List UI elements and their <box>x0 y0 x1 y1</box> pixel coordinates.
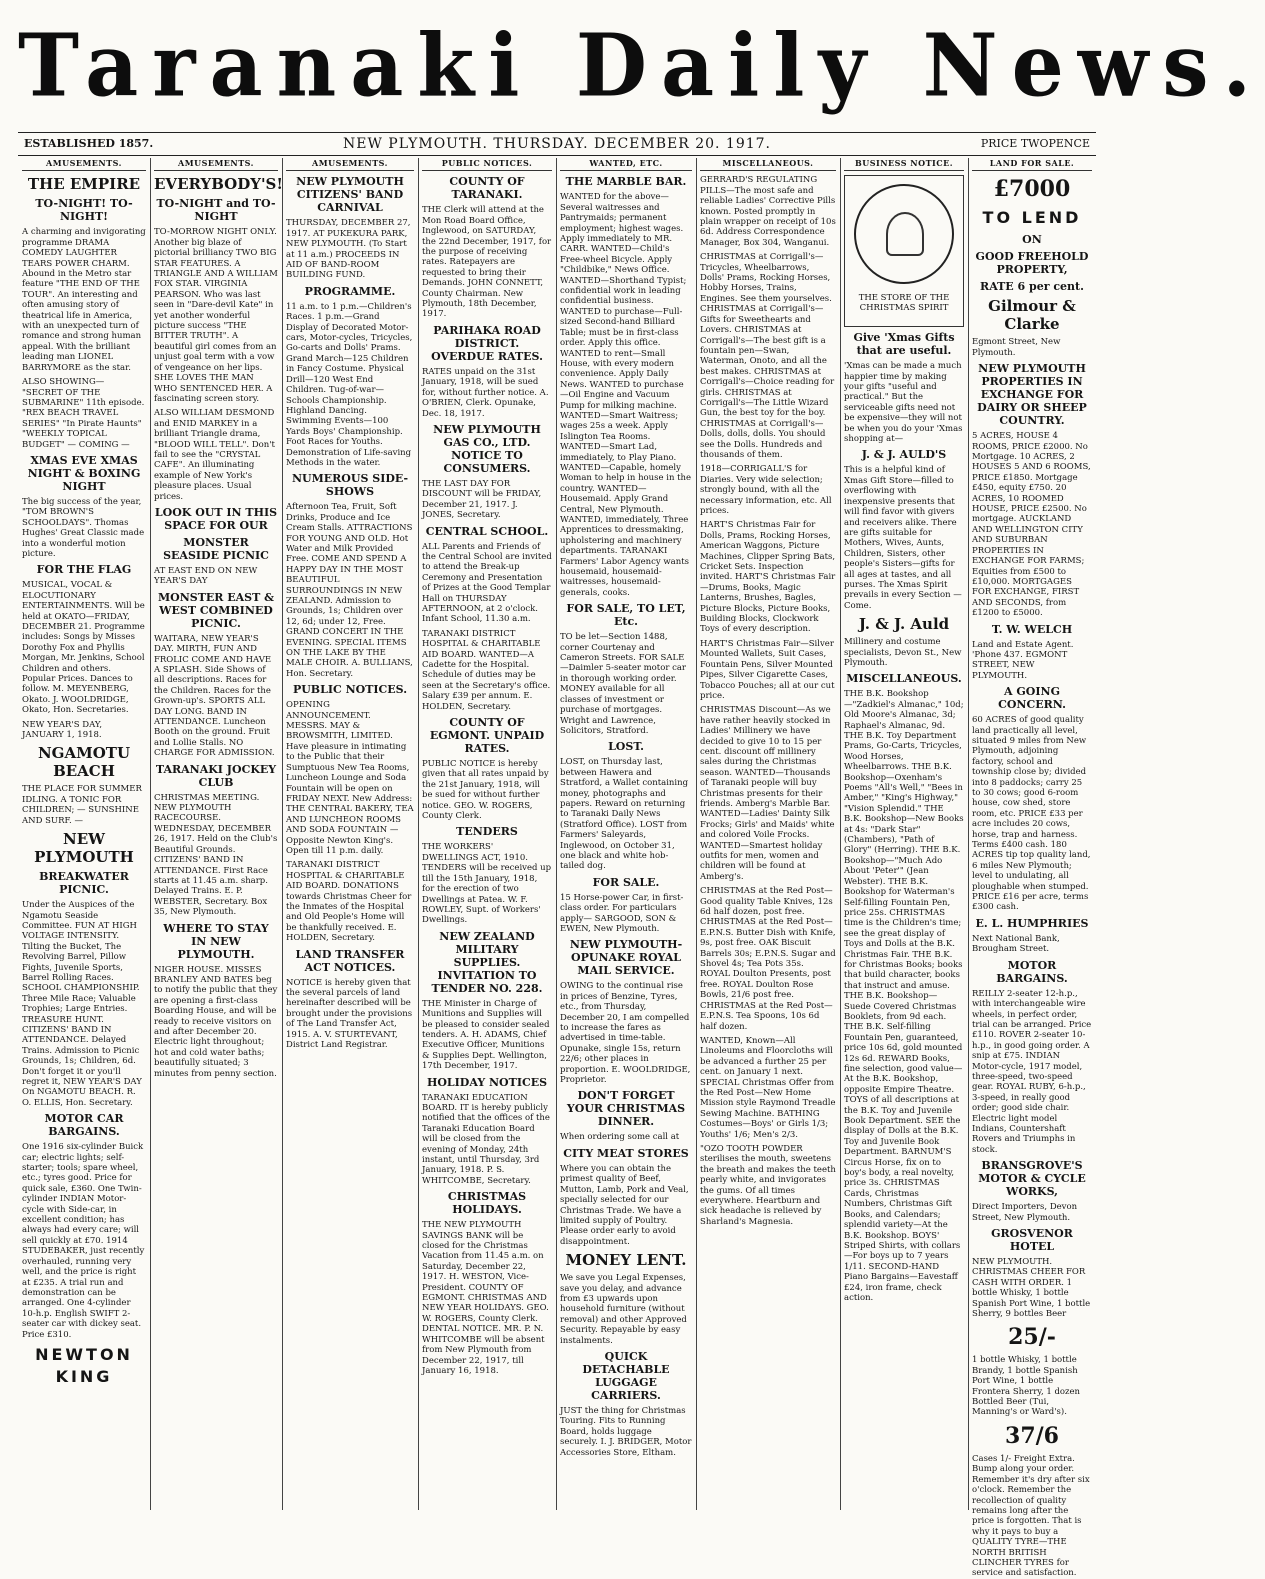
ad-subheading: RATE 6 per cent. <box>980 280 1084 294</box>
notice-text: 5 ACRES, HOUSE 4 ROOMS, PRICE £2000. No Mortgage. 10 ACRES, 2 HOUSES 5 AND 6 ROOMS, PRICE £1850. Mortgage £450, equity £750. 20 ACRES, 10 ROOMED HOUSE, PRICE £2500. No mortgage. AUCKLAND AND WELLINGTON CITY AND SUBURBAN PROPERTIES IN EXCHANGE FOR FARMS; Equities from £500 to £10,000. MORTGAGES FOR EXCHANGE, FIRST AND SECONDS, from £1200 to £5000. <box>972 431 1091 619</box>
ad-subheading: QUICK DETACHABLE LUGGAGE CARRIERS. <box>582 1349 670 1402</box>
ad-headline: J. & J. Auld <box>858 615 950 634</box>
notice-text: CHRISTMAS at Corrigall's—Tricycles, Wheelbarrows, Dolls' Prams, Rocking Horses, Hobby Horses, Trains, Engines. See them yourselves. CHRISTMAS at Corrigall's—Gifts for Sweethearts and Lovers. CHRISTMAS at Corrigall's—The best gift is a fountain pen—Swan, Waterman, Onoto, and all the best makes. CHRISTMAS at Corrigall's—Choice reading for girls. CHRISTMAS at Corrigall's—The Little Wizard Gun, the best toy for the boy. CHRISTMAS at Corrigall's—Dolls, dolls, dolls. You should see the Dolls. Hundreds and thousands of them. <box>700 252 835 460</box>
ad-subheading: A GOING CONCERN. <box>998 685 1066 712</box>
ad-subheading: GROSVENOR HOTEL <box>991 1227 1073 1253</box>
wreath-icon <box>854 184 954 284</box>
ad-subheading: NEW PLYMOUTH GAS CO., LTD. NOTICE TO CONSUMERS. <box>433 422 541 475</box>
notice-text: ALL Parents and Friends of the Central School are invited to attend the Break-up Ceremony and Presentation of Prizes at the Good Templar Hall on THURSDAY AFTERNOON, at 2 o'clock. Infant School, 11.30 a.m. <box>422 541 552 625</box>
notice-text: CHRISTMAS Discount—As we have rather heavily stocked in Ladies' Millinery we have decided to give 10 to 15 per cent. discount off millinery sales during the Christmas season. WANTED—Thousands of Taranaki people will buy Christmas presents for their friends. Amberg's Marble Bar. WANTED—Ladies' Dainty Silk Frocks; Girls' and Maids' white and colored Voile Frocks. WANTED—Smartest holiday outfits for men, women and children will be found at Amberg's. <box>700 705 835 882</box>
ad-subheading: MISCELLANEOUS. <box>846 672 962 686</box>
notice-text: 1918—CORRIGALL'S for Diaries. Very wide selection; strongly bound, with all the necessary information, etc. All prices. <box>700 464 832 516</box>
issue-dateline: NEW PLYMOUTH. THURSDAY. DECEMBER 20. 1917. <box>342 136 772 152</box>
ad-subheading: TO-NIGHT and TO-NIGHT <box>156 197 276 224</box>
ad-subheading: PUBLIC NOTICES. <box>292 683 408 697</box>
ad-subheading: ON <box>1022 233 1042 247</box>
notice-text: 60 ACRES of good quality land practically all level, situated 9 miles from New Plymouth, adjoining factory, school and township close by; divided into 8 paddocks; carry 25 to 30 cows; good 6-room house, cow shed, store room, etc. PRICE £33 per acre includes 20 cows, horse, trap and harness. Terms £400 cash. 180 ACRES tip top quality land, 6 miles New Plymouth; level to undulating, all ploughable when stumped. PRICE £16 per acre, terms £300 cash. <box>972 715 1091 913</box>
notice-text: Direct Importers, Devon Street, New Plymouth. <box>972 1202 1078 1223</box>
column-rule <box>696 158 697 1510</box>
notice-text: One 1916 six-cylinder Buick car; electric lights; self-starter; tools; spare wheel, etc.; tyres good. Price for quick sale, £360. One Twin-cylinder INDIAN Motor-cycle with Side-car, in excellent condition; has always had every care; will sell quickly at £70. 1914 STUDEBAKER, just recently overhauled, running very well, and the price is right at £235. A trial run and demonstration can be arranged. One 4-cylinder 10-h.p. English SWIFT 2-seater car with dickey seat. Price £310. <box>22 1142 145 1340</box>
ad-headline: MONEY LENT. <box>565 1251 687 1270</box>
ad-subheading: WHERE TO STAY IN NEW PLYMOUTH. <box>163 921 269 961</box>
ad-subheading: FOR THE FLAG <box>36 563 132 577</box>
notice-text: TO-MORROW NIGHT ONLY. Another big blaze of pictorial brilliancy TWO BIG STAR FEATURES. A TRIANGLE AND A WILLIAM FOX STAR. VIRGINIA PEARSON. Who was last seen in "Dare-devil Kate" in yet another wonderful picture success "THE BITTER TRUTH". A beautiful girl comes from an unjust goal term with a vow of vengeance on her lips. SHE LOVES THE MAN WHO SENTENCED HER. A fascinating screen story. <box>154 227 278 404</box>
ad-subheading: FOR SALE. <box>592 875 660 889</box>
notice-text: The big success of the year, "TOM BROWN'S SCHOOLDAYS". Thomas Hughes' Great Classic made into a wonderful motion picture. <box>22 496 145 559</box>
notice-text: WAITARA, NEW YEAR'S DAY. MIRTH, FUN AND FROLIC COME AND HAVE A SPLASH. Side Shows of all descriptions. Races for the Children. Races for the Grown-up's. SPORTS ALL DAY LONG. BAND IN ATTENDANCE. Luncheon Booth on the ground. Fruit and Lollie Stalls. NO CHARGE FOR ADMISSION. <box>154 633 275 759</box>
column-header: AMUSEMENTS. <box>286 158 414 171</box>
ad-subheading: Give 'Xmas Gifts that are useful. <box>853 331 955 358</box>
ad-headline: Gilmour & Clarke <box>988 297 1076 334</box>
notice-text: OPENING ANNOUNCEMENT. MESSRS. MAY & BROWSMITH, LIMITED. Have pleasure in intimating to the Public that their Sumptuous New Tea Rooms, Luncheon Lounge and Soda Fountain will be open on FRIDAY NEXT. New Address: THE CENTRAL BAKERY, TEA AND LUNCHEON ROOMS AND SODA FOUNTAIN — Opposite Newton King's. Open till 11 p.m. daily. <box>286 700 414 856</box>
column-rule <box>968 158 969 1510</box>
notice-text: 15 Horse-power Car, in first-class order. For particulars apply— SARGOOD, SON & EWEN, New Plymouth. <box>560 892 684 934</box>
ad-subheading: T. W. WELCH <box>991 622 1073 636</box>
ad-subheading: E. L. HUMPHRIES <box>975 916 1089 930</box>
notice-text: THE PLACE FOR SUMMER IDLING. A TONIC FOR CHILDREN; — SUNSHINE AND SURF. — <box>22 784 142 826</box>
column-header: PUBLIC NOTICES. <box>422 158 552 171</box>
notice-text: Under the Auspices of the Ngamotu Seaside Committee. FUN AT HIGH VOLTAGE INTENSITY. Tilting the Bucket, The Revolving Barrel, Pillow Fights, Juvenile Sports, Barrel Rolling Races. SCHOOL CHAMPIONSHIP. Three Mile Race; Valuable Trophies; Large Entries. TREASURE HUNT. CITIZENS' BAND IN ATTENDANCE. Delayed Trains. Admission to Picnic Grounds, 1s; Children, 6d. Don't forget it or you'll regret it, NEW YEAR'S DAY On NGAMOTU BEACH. R. O. ELLIS, Hon. Secretary. <box>22 900 142 1108</box>
ad-subheading: LOOK OUT IN THIS SPACE FOR OUR <box>154 505 278 532</box>
ad-subheading: NEW PLYMOUTH-OPUNAKE ROYAL MAIL SERVICE. <box>569 938 683 978</box>
notice-text: CHRISTMAS MEETING. NEW PLYMOUTH RACECOURSE. WEDNESDAY, DECEMBER 26, 1917. Held on the Club's Beautiful Grounds. CITIZENS' BAND IN ATTENDANCE. First Race starts at 11.45 a.m. sharp. Delayed Trains. E. P. WEBSTER, Secretary. Box 35, New Plymouth. <box>154 792 278 918</box>
ad-display-figure: 25/- <box>1008 1324 1056 1351</box>
ad-subheading: NEW PLYMOUTH CITIZENS' BAND CARNIVAL <box>296 175 404 215</box>
notice-text: NEW PLYMOUTH. CHRISTMAS CHEER FOR CASH WITH ORDER. 1 bottle Whisky, 1 bottle Spanish Port Wine, 1 bottle Sherry, 9 bottles Beer <box>972 1257 1091 1320</box>
notice-text: THURSDAY, DECEMBER 27, 1917. AT PUKEKURA PARK, NEW PLYMOUTH. (To Start at 11 a.m.) PROCEEDS IN AID OF BAND-ROOM BUILDING FUND. <box>286 218 411 281</box>
ad-subheading: CENTRAL SCHOOL. <box>425 524 549 538</box>
notice-text: WANTED, Known—All Linoleums and Floorcloths will be advanced a further 25 per cent. on January 1 next. SPECIAL Christmas Offer from the Red Post—New Home Mission style Raymond Treadle Sewing Machine. BATHING Costumes—Boys' or Girls 1/3; Youths' 1/6; Men's 2/3. <box>700 1035 836 1140</box>
column-rule <box>418 158 419 1510</box>
notice-text: CHRISTMAS at the Red Post—Good quality Table Knives, 12s 6d half dozen, post free. CHRISTMAS at the Red Post—E.P.N.S. Butter Dish with Knife, 9s, post free. OAK Biscuit Barrels 30s; E.P.N.S. Sugar and Shovel 4s; Tea Pots 35s. ROYAL Doulton Presents, post free. ROYAL Doulton Rose Bowls, 21/6 post free. CHRISTMAS at the Red Post—E.P.N.S. Tea Spoons, 10s 6d half dozen. <box>700 886 836 1032</box>
column-2 <box>150 158 282 1510</box>
notice-text: Egmont Street, New Plymouth. <box>972 337 1061 358</box>
notice-text: This is a helpful kind of Xmas Gift Store—filled to overflowing with inexpensive presents that will find favor with givers and receivers alike. There are gifts suitable for Mothers, Wives, Aunts, Children, Sisters, other people's Sisters—gifts for all ages at tastes, and all purses. The Xmas Spirit prevails in every Section — Come. <box>844 465 962 611</box>
ad-subheading: MONSTER EAST & WEST COMBINED PICNIC. <box>157 590 275 630</box>
ad-subheading: BREAKWATER PICNIC. <box>39 870 129 897</box>
ad-display-banner: NEWTON KING <box>35 1344 133 1386</box>
notice-text: AT EAST END ON NEW YEAR'S DAY <box>154 565 258 587</box>
column-header: WANTED, ETC. <box>560 158 692 171</box>
column-rule <box>840 158 841 1510</box>
notice-text: TARANAKI EDUCATION BOARD. IT is hereby publicly notified that the offices of the Taranaki Education Board will be closed from the evening of Monday, 24th instant, until Thursday, 3rd January, 1918. P. S. WHITCOMBE, Secretary. <box>422 1092 550 1186</box>
ad-subheading: NEW ZEALAND MILITARY SUPPLIES. INVITATION TO TENDER NO. 228. <box>431 929 543 995</box>
ad-display-figure: £7000 <box>993 176 1071 203</box>
ad-subheading: MOTOR CAR BARGAINS. <box>44 1112 124 1139</box>
ad-subheading: PROGRAMME. <box>304 284 396 298</box>
ad-subheading: NUMEROUS SIDE-SHOWS <box>291 472 409 499</box>
notice-text: 'Xmas can be made a much happier time by making your gifts "useful and practical." But the serviceable gifts need not be expensive—they will not be when you do your 'Xmas shopping at— <box>844 361 963 445</box>
column-1 <box>18 158 150 1510</box>
notice-text: NIGER HOUSE. MISSES BRANLEY AND BATES beg to notify the public that they are opening a first-class Boarding House, and will be ready to receive visitors on and after December 20. Electric light throughout; hot and cold water baths; beautifully situated; 3 minutes from penny section. <box>154 964 278 1079</box>
notice-text: GERRARD'S REGULATING PILLS—The most safe and reliable Ladies' Corrective Pills known. Posted promptly in plain wrapper on receipt of 10s 6d. Address Correspondence Manager, Box 304, Wanganui. <box>700 175 836 248</box>
ad-subheading: XMAS EVE XMAS NIGHT & BOXING NIGHT <box>27 453 141 493</box>
column-4 <box>418 158 556 1510</box>
column-rule <box>282 158 283 1510</box>
notice-text: REILLY 2-seater 12-h.p., with interchangeable wire wheels, in perfect order, trial can be arranged. Price £110. ROVER 2-seater 10-h.p., in good going order. A snip at £75. INDIAN Motor-cycle, 1917 model, three-speed, two-speed gear. ROYAL RUBY, 6-h.p., 3-speed, in really good order; good side chair. Electric light model Indians, Countershaft Rovers and Triumphs in stock. <box>972 988 1092 1155</box>
ad-subheading: LAND TRANSFER ACT NOTICES. <box>295 947 405 974</box>
notice-text: PUBLIC NOTICE is hereby given that all rates unpaid by the 21st January, 1918, will be sued for without further notice. GEO. W. ROGERS, County Clerk. <box>422 759 549 822</box>
ad-display-banner: TO LEND <box>982 208 1082 228</box>
column-7 <box>840 158 968 1510</box>
notice-text: NEW YEAR'S DAY, JANUARY 1, 1918. <box>22 719 103 741</box>
notice-text: Cases 1/- Freight Extra. Bump along your order. Remember it's dry after six o'clock. Remember the recollection of quality remains long after the price is forgotten. That is why it pays to buy a QUALITY TYRE—THE NORTH BRITISH CLINCHER TYRES for service and satisfaction. <box>972 1453 1090 1579</box>
column-8 <box>968 158 1096 1579</box>
price-label: PRICE TWOPENCE <box>980 137 1090 150</box>
ad-headline: EVERYBODY'S! <box>154 175 283 194</box>
notice-text: THE Minister in Charge of Munitions and Supplies will be pleased to consider sealed tenders. A. H. ADAMS, Chief Executive Officer, Munitions & Supplies Dept. Wellington, 17th December, 1917. <box>422 998 550 1072</box>
column-3 <box>282 158 418 1510</box>
notice-text: We save you Legal Expenses, save you delay, and advance from £3 upwards upon household furniture (without removal) and other Approved Security. Repayable by easy instalments. <box>560 1273 687 1346</box>
notice-text: Where you can obtain the primest quality of Beef, Mutton, Lamb, Pork and Veal, specially selected for our Christmas Trade. We have a limited supply of Poultry. Please order early to avoid disappointment. <box>560 1163 689 1247</box>
ad-headline: NEW PLYMOUTH <box>34 830 134 867</box>
ad-headline: THE EMPIRE <box>27 175 141 194</box>
column-rule <box>150 158 151 1510</box>
column-5 <box>556 158 696 1510</box>
notice-text: Land and Estate Agent. 'Phone 437. EGMONT STREET, NEW PLYMOUTH. <box>972 639 1074 681</box>
notice-text: Afternoon Tea, Fruit, Soft Drinks, Produce and Ice Cream Stalls. ATTRACTIONS FOR YOUNG AND OLD. Hot Water and Milk Provided Free. COME AND SPEND A HAPPY DAY IN THE MOST BEAUTIFUL SURROUNDINGS IN NEW ZEALAND. Admission to Grounds, 1s; Children over 12, 6d; under 12, Free. GRAND CONCERT IN THE EVENING. SPECIAL ITEMS ON THE LAKE BY THE MALE CHOIR. A. BULLIANS, Hon. Secretary. <box>286 502 413 679</box>
ad-subheading: MONSTER SEASIDE PICNIC <box>163 535 269 562</box>
ad-headline: NGAMOTU BEACH <box>37 744 131 781</box>
notice-text: THE WORKERS' DWELLINGS ACT, 1910. TENDERS will be received up till the 15th January, 1918, for the erection of two Dwellings at Patea. W. F. ROWLEY, Supt. of Workers' Dwellings. <box>422 842 552 926</box>
ad-display-figure: 37/6 <box>1005 1422 1059 1449</box>
notice-text: WANTED for the above—Several waitresses and Pantrymaids; permanent employment; highest wages. Apply immediately to MR. CARR. WANTED—Child's Free-wheel Bicycle. Apply "Childbike," News Office. WANTED—Shorthand Typist; confidential work in leading confidential business. WANTED to purchase—Full-sized Second-hand Billiard Table; must be in first-class order. Apply this office. WANTED to rent—Small House, with every modern convenience. Apply Daily News. WANTED to purchase—Oil Engine and Vacuum Pump for milking machine. WANTED—Smart Waitress; wages 25s a week. Apply Islington Tea Rooms. WANTED—Smart Lad, immediately, to Play Piano. WANTED—Capable, homely Woman to help in house in the country. WANTED—Housemaid. Apply Grand Central, New Plymouth. WANTED, immediately, Three Apprentices to dressmaking, upholstering and machinery departments. TARANAKI Farmers' Labor Agency wants housemaid, housemaid-waitresses, housemaid-generals, cooks. <box>560 192 692 598</box>
notice-text: HART'S Christmas Fair—Silver Mounted Wallets, Suit Cases, Fountain Pens, Silver Mounted Pipes, Silver Cigarette Cases, Tobacco Pouches; all at our cut price. <box>700 638 835 701</box>
ornament-caption: THE STORE OF THE CHRISTMAS SPIRIT <box>858 292 950 314</box>
notice-text: TARANAKI DISTRICT HOSPITAL & CHARITABLE AID BOARD. DONATIONS towards Christmas Cheer for the Inmates of the Hospital and Old People's Home will be thankfully received. E. HOLDEN, Secretary. <box>286 860 412 944</box>
ad-subheading: COUNTY OF EGMONT. UNPAID RATES. <box>429 716 545 756</box>
column-header: MISCELLANEOUS. <box>700 158 836 171</box>
ad-subheading: CITY MEAT STORES <box>563 1146 689 1160</box>
notice-text: "OZO TOOTH POWDER sterilises the mouth, sweetens the breath and makes the teeth pearly white, and invigorates the gums. Of all times everywhere. Heartburn and sick headache is relieved by Sharland's Magnesia. <box>700 1143 836 1227</box>
column-header: BUSINESS NOTICE. <box>844 158 964 171</box>
column-header: LAND FOR SALE. <box>972 158 1092 171</box>
ad-subheading: THE MARBLE BAR. <box>565 175 687 189</box>
ad-subheading: J. & J. AULD'S <box>861 448 947 462</box>
ad-subheading: MOTOR BARGAINS. <box>996 958 1068 985</box>
notice-text: TARANAKI DISTRICT HOSPITAL & CHARITABLE AID BOARD. WANTED—A Cadette for the Hospital. Schedule of duties may be seen at the Secretary's office. Salary £39 per annum. E. HOLDEN, Secretary. <box>422 628 551 712</box>
notice-text: JUST the thing for Christmas Touring. Fits to Running Board, holds luggage securely. I. J. BRIDGER, Motor Accessories Store, Eltham. <box>560 1405 692 1458</box>
notice-text: 1 bottle Whisky, 1 bottle Brandy, 1 bottle Spanish Port Wine, 1 bottle Frontera Sherry, 1 dozen Bottled Beer (Tui, Manning's or Ward's). <box>972 1355 1081 1418</box>
column-header: AMUSEMENTS. <box>154 158 278 171</box>
ad-subheading: DON'T FORGET YOUR CHRISTMAS DINNER. <box>566 1089 686 1129</box>
notice-text: When ordering some call at <box>560 1132 680 1143</box>
notice-text: THE NEW PLYMOUTH SAVINGS BANK will be closed for the Christmas Vacation from 11.45 a.m. on Saturday, December 22, 1917. H. WESTON, Vice-President. COUNTY OF EGMONT. CHRISTMAS AND NEW YEAR HOLIDAYS. GEO. W. ROGERS, County Clerk. DENTAL NOTICE. MR. P. N. WHITCOMBE will be absent from New Plymouth from December 22, 1917, till January 16, 1918. <box>422 1220 549 1376</box>
ad-subheading: FOR SALE, TO LET, Etc. <box>566 602 686 629</box>
ad-subheading: HOLIDAY NOTICES <box>426 1075 548 1089</box>
notice-text: RATES unpaid on the 31st January, 1918, will be sued for, without further notice. A. O'BRIEN, Clerk. Opunake, Dec. 18, 1917. <box>422 366 549 419</box>
ad-subheading: CHRISTMAS HOLIDAYS. <box>447 1190 527 1217</box>
ad-subheading: TENDERS <box>456 825 518 839</box>
ad-subheading: BRANSGROVE'S MOTOR & CYCLE WORKS, <box>978 1159 1086 1199</box>
notice-text: 11 a.m. to 1 p.m.—Children's Races. 1 p.m.—Grand Display of Decorated Motor-cars, Motor-cycles, Tricycles, Go-carts and Dolls' Prams. Grand March—125 Children in Fancy Costume. Physical Drill—120 West End Children. Tug-of-war—Schools Championship. Highland Dancing. Swimming Events—100 Yards Boys' Championship. Foot Races for Youths. Demonstration of Life-saving Methods in the water. <box>286 301 413 468</box>
notice-text: TO be let—Section 1488, corner Courtenay and Cameron Streets. FOR SALE—Daimler 5-seater motor car in thorough working order. MONEY available for all classes of investment or purchase of mortgages. Wright and Lawrence, Solicitors, Stratford. <box>560 632 686 736</box>
notice-text: OWING to the continual rise in prices of Benzine, Tyres, etc., from Thursday, December 20, I am compelled to increase the fares as advertised in time-table. Opunake, single 15s, return 22/6; other places in proportion. E. WOOLDRIDGE, Proprietor. <box>560 981 691 1086</box>
notice-text: THE LAST DAY FOR DISCOUNT will be FRIDAY, December 21, 1917. J. JONES, Secretary. <box>422 478 542 521</box>
ad-subheading: LOST. <box>608 740 644 754</box>
ad-subheading: GOOD FREEHOLD PROPERTY, <box>975 250 1089 277</box>
ad-subheading: TO-NIGHT! TO-NIGHT! <box>35 197 133 224</box>
ad-subheading: COUNTY OF TARANAKI. <box>449 175 525 202</box>
christmas-spirit-ornament <box>844 175 964 327</box>
notice-text: A charming and invigorating programme DRAMA COMEDY LAUGHTER TEARS POWER CHARM. Abound in the Metro star feature "THE END OF THE TOUR". An interesting and often amusing story of theatrical life in America, with an unexpected turn of romance and strong human appeal. With the brilliant leading man LIONEL BARRYMORE as the star. <box>22 227 146 373</box>
masthead-title: Taranaki Daily News. <box>18 15 1265 117</box>
notice-text: THE B.K. Bookshop—"Zadkiel's Almanac," 10d; Old Moore's Almanac, 3d; Raphael's Almanac, 9d. THE B.K. Toy Department Prams, Go-Carts, Tricycles, Wood Horses, Wheelbarrows. THE B.K. Bookshop—Oxenham's Poems "All's Well," "Bees in Amber," "King's Highway," "Vision Splendid." THE B.K. Bookshop—New Books at 4s: "Dark Star" (Chambers), "Path of Glory" (Herring). THE B.K. Bookshop—"Much Ado About 'Peter'" (Jean Webster). THE B.K. Bookshop for Waterman's Self-filling Fountain Pen, price 25s. CHRISTMAS time is the Children's time; see the great display of Toys and Dolls at the B.K. Christmas Fair. THE B.K. for Christmas Books; books that build character, books that instruct and amuse. THE B.K. Bookshop—Suede Covered Christmas Booklets, from 9d each. THE B.K. Self-filling Fountain Pen, guaranteed, price 10s 6d, gold mounted 12s 6d. REWARD Books, fine selection, good value—At the B.K. Bookshop, opposite Empire Theatre. TOYS of all descriptions at the B.K. Toy and Juvenile Book Department. SEE the display of Dolls at the B.K. Toy and Juvenile Book Department. BARNUM'S Circus Horse, fix on to boy's body, a real novelty, price 3s. CHRISTMAS Cards, Christmas Numbers, Christmas Gift Books, and Calendars; splendid variety—At the B.K. Bookshop. BOYS' Striped Shirts, with collars—For boys up to 7 years 1/11. SECOND-HAND Piano Bargains—Eavestaff £24, iron frame, check action. <box>844 689 964 1303</box>
notice-text: MUSICAL, VOCAL & ELOCUTIONARY ENTERTAINMENTS. Will be held at OKATO—FRIDAY, DECEMBER 21. Programme includes: Songs by Misses Dorothy Fox and Phyllis Morgan, Mr. Jenkins, School Children and others. Popular Prices. Dances to follow. M. MEYENBERG, Okato. J. WOOLDRIDGE, Okato, Hon. Secretaries. <box>22 580 145 716</box>
ad-subheading: TARANAKI JOCKEY CLUB <box>155 762 277 789</box>
notice-text: ALSO WILLIAM DESMOND and ENID MARKEY in a brilliant Triangle drama, "BLOOD WILL TELL". Don't fail to see the "CRYSTAL CAFE". An illuminating example of New York's pleasure places. Usual prices. <box>154 408 275 502</box>
notice-text: Millinery and costume specialists, Devon St., New Plymouth. <box>844 637 962 668</box>
established-label: ESTABLISHED 1857. <box>24 137 154 150</box>
column-header: AMUSEMENTS. <box>22 158 146 171</box>
dateline-bar <box>18 132 1096 156</box>
notice-text: HART'S Christmas Fair for Dolls, Prams, Rocking Horses, American Waggons, Picture Machines, Clipper Spring Bats, Cricket Sets. Inspection invited. HART'S Christmas Fair—Drums, Books, Magic Lanterns, Brushes, Bagles, Picture Blocks, Picture Books, Building Blocks, Clockwork Toys of every description. <box>700 520 836 635</box>
ad-subheading: NEW PLYMOUTH PROPERTIES IN EXCHANGE FOR DAIRY OR SHEEP COUNTRY. <box>977 362 1087 428</box>
ad-subheading: PARIHAKA ROAD DISTRICT. OVERDUE RATES. <box>431 323 543 363</box>
column-6 <box>696 158 840 1510</box>
column-rule <box>556 158 557 1510</box>
notice-text: THE Clerk will attend at the Mon Road Board Office, Inglewood, on SATURDAY, the 22nd December, 1917, for the purpose of receiving rates. Ratepayers are requested to bring their Demands. JOHN CONNETT, County Chairman. New Plymouth, 18th December, 1917. <box>422 205 552 320</box>
notice-text: NOTICE is hereby given that the several parcels of land hereinafter described will be brought under the provisions of The Land Transfer Act, 1915. A. V. STURTEVANT, District Land Registrar. <box>286 977 413 1051</box>
notice-text: ALSO SHOWING— "SECRET OF THE SUBMARINE" 11th episode. "REX BEACH TRAVEL SERIES" "In Pirate Haunts" "WEEKLY TOPICAL BUDGET" — COMING — <box>22 377 145 450</box>
notice-text: Next National Bank, Brougham Street. <box>972 933 1060 955</box>
notice-text: LOST, on Thursday last, between Hawera and Stratford, a Wallet containing money, photographs and papers. Reward on returning to Taranaki Daily News (Stratford Office). LOST from Farmers' Saleyards, Inglewood, on October 31, one black and white hob-tailed dog. <box>560 757 689 872</box>
